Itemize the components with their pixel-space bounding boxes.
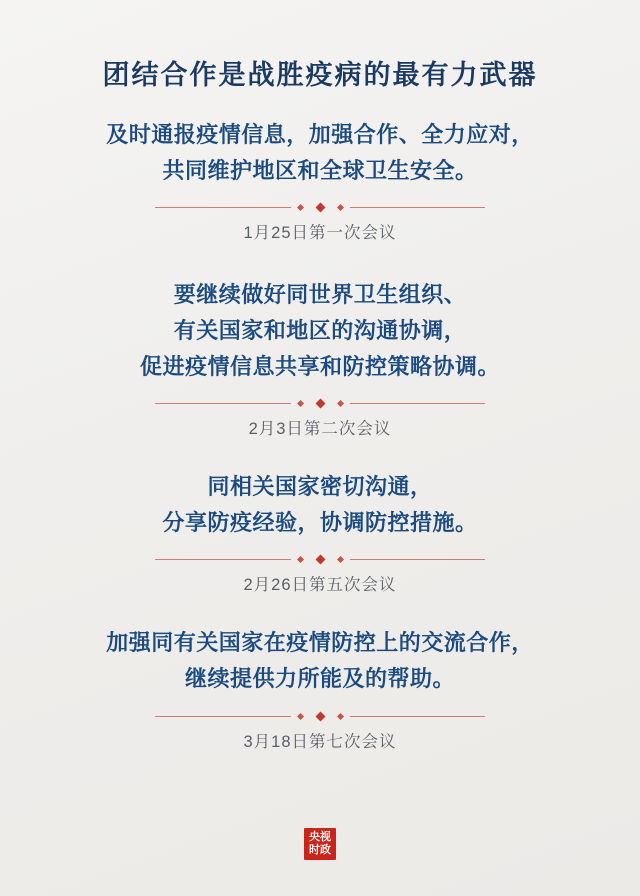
meeting-label-3: 2月26日第五次会议	[243, 576, 397, 595]
logo-line-2: 时政	[309, 844, 331, 856]
quote-block-2	[36, 277, 604, 443]
logo-container	[0, 828, 640, 860]
divider-bar-left	[155, 403, 291, 404]
quote-line: 有关国家和地区的沟通协调，	[173, 317, 467, 343]
divider-bar-right	[350, 403, 486, 404]
diamond-icon	[315, 711, 325, 721]
diamond-icon	[315, 399, 325, 409]
diamond-icon	[315, 555, 325, 565]
diamond-icon	[336, 400, 343, 407]
quote-text-4	[106, 625, 534, 696]
diamond-icon	[336, 713, 343, 720]
quote-line: 及时通报疫情信息，加强合作、全力应对，	[106, 122, 534, 148]
diamond-icon	[336, 556, 343, 563]
divider-bar-right	[350, 207, 486, 208]
quote-block-1	[36, 117, 604, 247]
divider-bar-left	[155, 207, 291, 208]
quote-block-4	[36, 625, 604, 755]
meeting-label-4: 3月18日第七次会议	[243, 732, 397, 751]
diamond-icon	[296, 713, 303, 720]
diamond-icon	[296, 204, 303, 211]
quote-text-3	[162, 469, 477, 540]
logo-line-1: 央视	[309, 831, 331, 844]
quote-text-1	[106, 117, 534, 188]
quote-block-3	[36, 469, 604, 599]
ornament-divider	[155, 400, 485, 407]
quote-line: 共同维护地区和全球卫生安全。	[162, 157, 478, 183]
divider-bar-right	[350, 559, 486, 560]
quote-line: 同相关国家密切沟通，	[207, 474, 433, 500]
quote-line: 加强同有关国家在疫情防控上的交流合作，	[106, 630, 534, 656]
ornament-divider	[155, 204, 485, 211]
quote-text-2	[140, 277, 500, 384]
ornament-divider	[155, 713, 485, 720]
cctv-logo	[304, 828, 336, 860]
ornament-divider	[155, 556, 485, 563]
quote-line: 分享防疫经验，协调防控措施。	[162, 509, 478, 535]
quote-line: 要继续做好同世界卫生组织、	[173, 282, 467, 308]
divider-bar-left	[155, 716, 291, 717]
quote-line: 促进疫情信息共享和防控策略协调。	[139, 353, 500, 379]
divider-bar-right	[350, 716, 486, 717]
diamond-icon	[315, 203, 325, 213]
diamond-icon	[296, 556, 303, 563]
meeting-label-2: 2月3日第二次会议	[248, 420, 392, 439]
quote-line: 继续提供力所能及的帮助。	[184, 666, 455, 692]
page-title: 团结合作是战胜疫病的最有力武器	[102, 60, 538, 90]
divider-bar-left	[155, 559, 291, 560]
diamond-icon	[296, 400, 303, 407]
diamond-icon	[336, 204, 343, 211]
meeting-label-1: 1月25日第一次会议	[243, 224, 397, 243]
